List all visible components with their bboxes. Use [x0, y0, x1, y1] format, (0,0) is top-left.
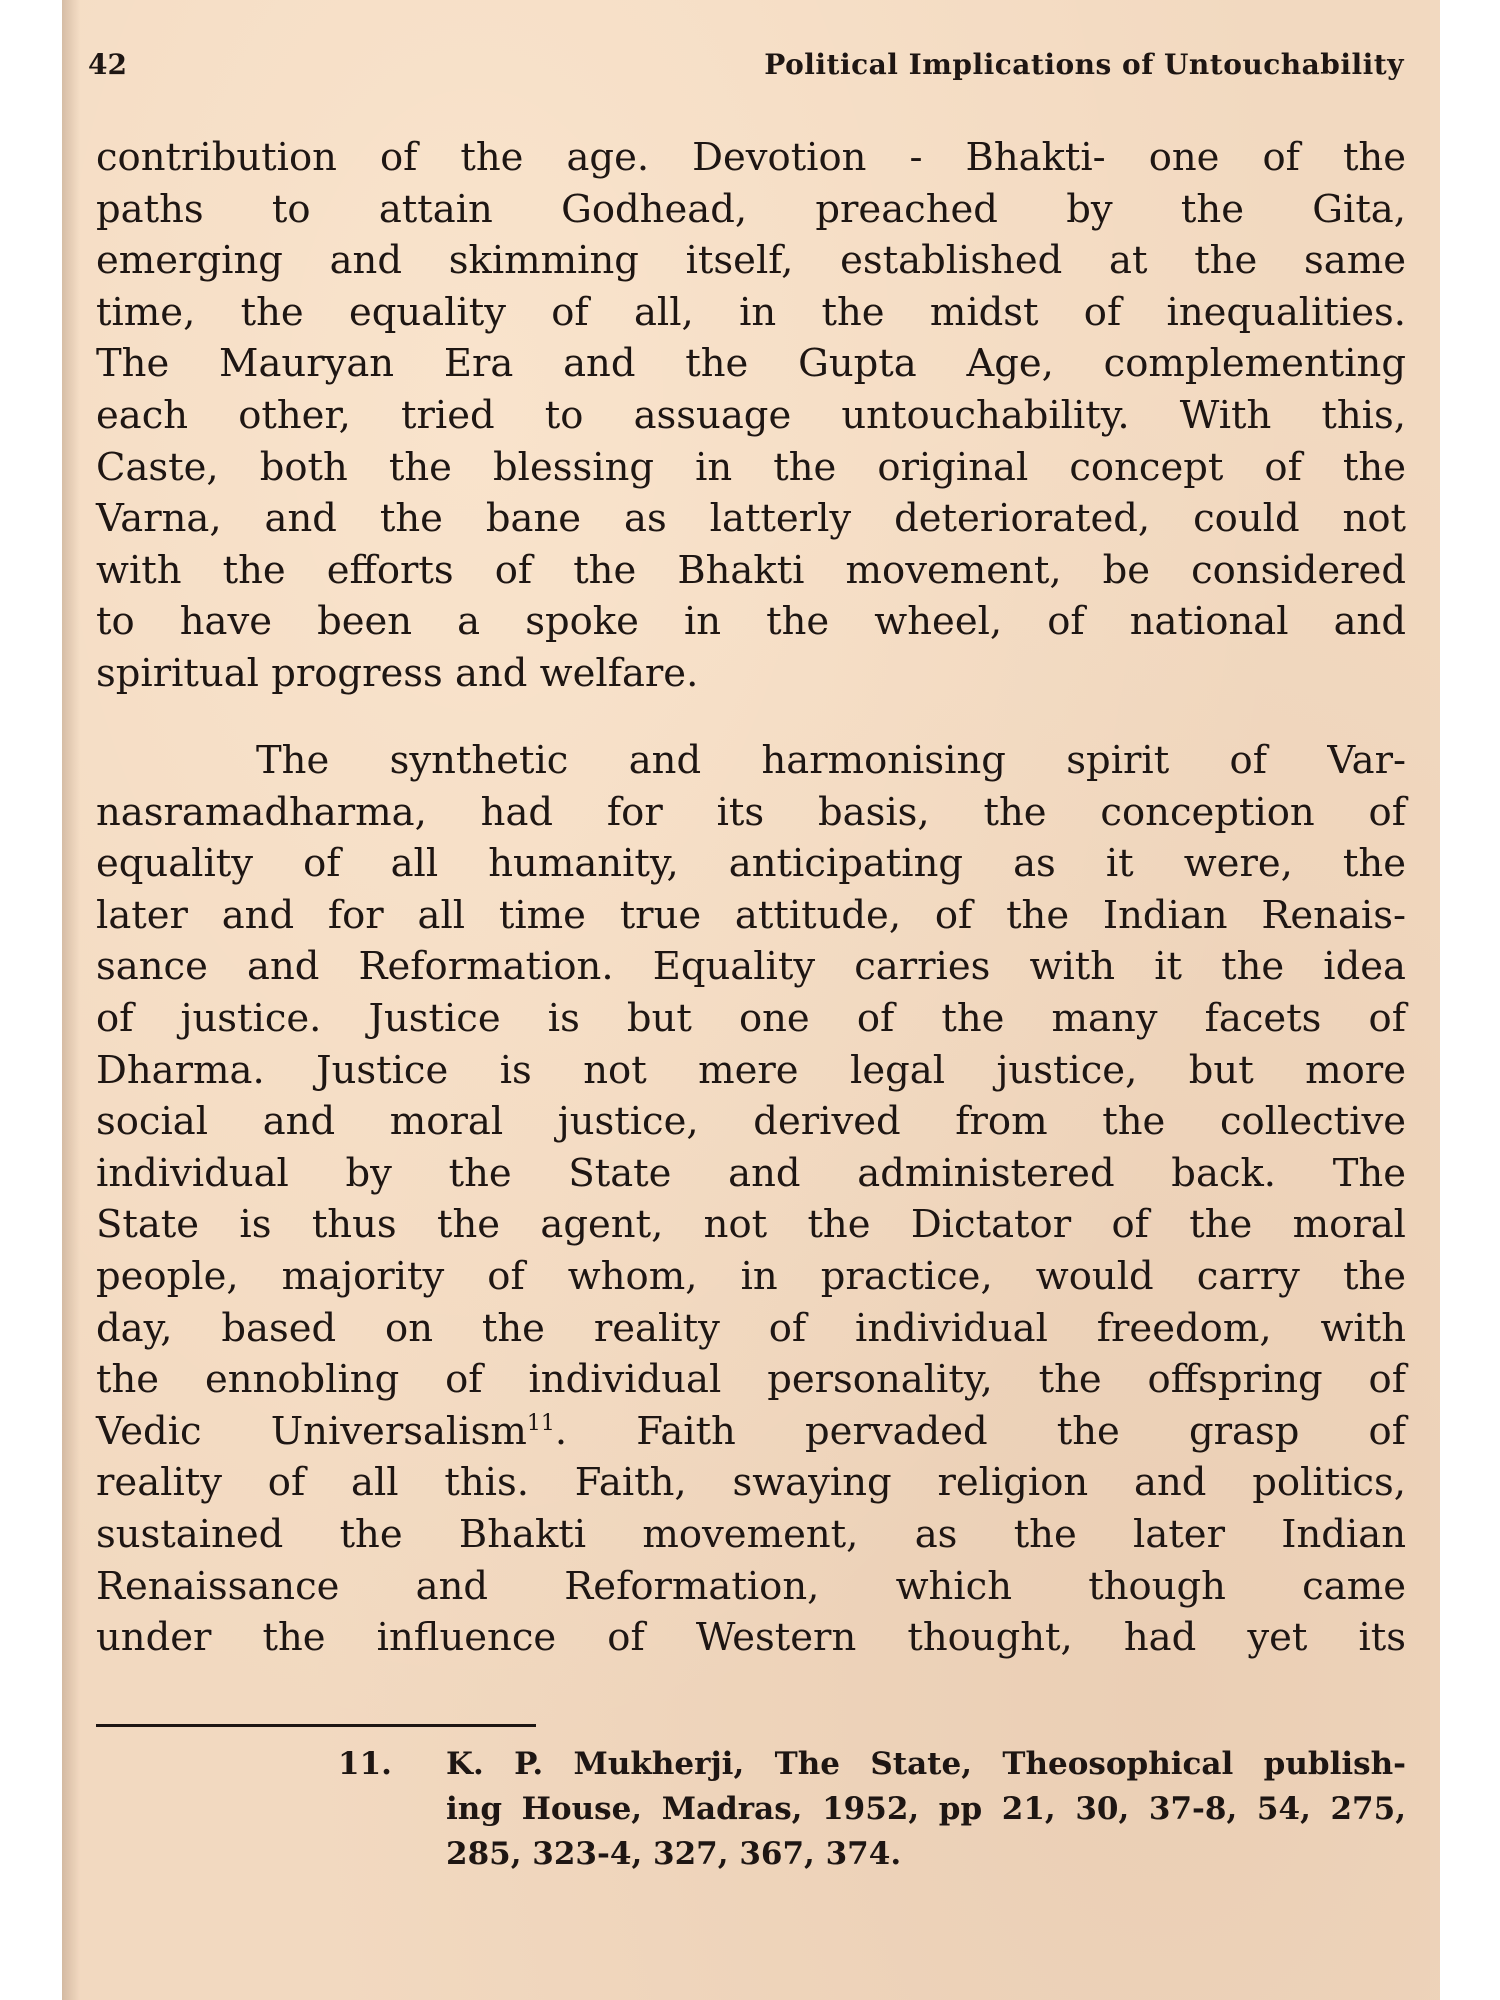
footnote-line: K. P. Mukherji, The State, Theosophical publish- [446, 1746, 1406, 1782]
page-header [88, 40, 1404, 92]
page-spine-shadow [62, 0, 80, 2000]
text-line: sustained the Bhakti movement, as the later Indian [96, 1511, 1406, 1557]
running-head: Political Implications of Untouchability [764, 48, 1404, 81]
text-line: The synthetic and harmonising spirit of Var- [256, 738, 1406, 783]
text-line: paths to attain Godhead, preached by the Gita, [96, 186, 1406, 232]
text-line: sance and Reformation. Equality carries with it the idea [96, 944, 1406, 990]
text-line: The Mauryan Era and the Gupta Age, complementing [96, 341, 1406, 387]
text-line: Renaissance and Reformation, which though came [96, 1563, 1406, 1609]
text-line: day, based on the reality of individual freedom, with [96, 1305, 1406, 1351]
footnote-divider [96, 1724, 536, 1727]
text-line: with the efforts of the Bhakti movement, be considered [96, 547, 1406, 593]
text-line: contribution of the age. Devotion - Bhakti- one of the [96, 135, 1406, 180]
footnote-text [446, 1742, 1406, 1877]
text-line: individual by the State and administered back. The [96, 1150, 1406, 1196]
page-number: 42 [88, 48, 127, 81]
paragraph-1 [96, 132, 1406, 700]
text-line: equality of all humanity, anticipating as it were, the [96, 841, 1406, 887]
text-line: social and moral justice, derived from the collective [96, 1099, 1406, 1145]
text-line: later and for all time true attitude, of the Indian Renais- [96, 892, 1406, 938]
text-line: to have been a spoke in the wheel, of national and [96, 599, 1406, 645]
text-line: reality of all this. Faith, swaying religion and politics, [96, 1460, 1406, 1506]
text-line: emerging and skimming itself, established at the same [96, 238, 1406, 284]
text-line: Varna, and the bane as latterly deteriorated, could not [96, 496, 1406, 542]
text-line: people, majority of whom, in practice, would carry the [96, 1253, 1406, 1299]
footnote-line: 285, 323-4, 327, 367, 374. [446, 1836, 902, 1872]
text-fragment: . Faith pervaded the grasp of [554, 1408, 1406, 1454]
text-line: each other, tried to assuage untouchability. With this, [96, 392, 1406, 438]
book-page [62, 0, 1440, 2000]
footnote-line: ing House, Madras, 1952, pp 21, 30, 37-8, 54, 275, [446, 1791, 1406, 1827]
text-line: State is thus the agent, not the Dictator of the moral [96, 1202, 1406, 1248]
text-fragment: Vedic Universalism [96, 1408, 527, 1454]
text-line: of justice. Justice is but one of the many facets of [96, 995, 1406, 1041]
text-line: under the influence of Western thought, had yet its [96, 1615, 1406, 1661]
paragraph-2 [96, 735, 1406, 1664]
text-line: spiritual progress and welfare. [96, 650, 699, 696]
text-line: Dharma. Justice is not mere legal justice, but more [96, 1047, 1406, 1093]
text-line: the ennobling of individual personality, the offspring of [96, 1357, 1406, 1403]
footnote-reference[interactable]: 11 [526, 1410, 555, 1436]
text-line-with-footnote-ref [96, 1406, 1406, 1458]
text-line: time, the equality of all, in the midst of inequalities. [96, 289, 1406, 335]
footnote-number: 11. [338, 1746, 392, 1782]
text-line: Caste, both the blessing in the original concept of the [96, 444, 1406, 490]
text-line: nasramadharma, had for its basis, the conception of [96, 789, 1406, 835]
